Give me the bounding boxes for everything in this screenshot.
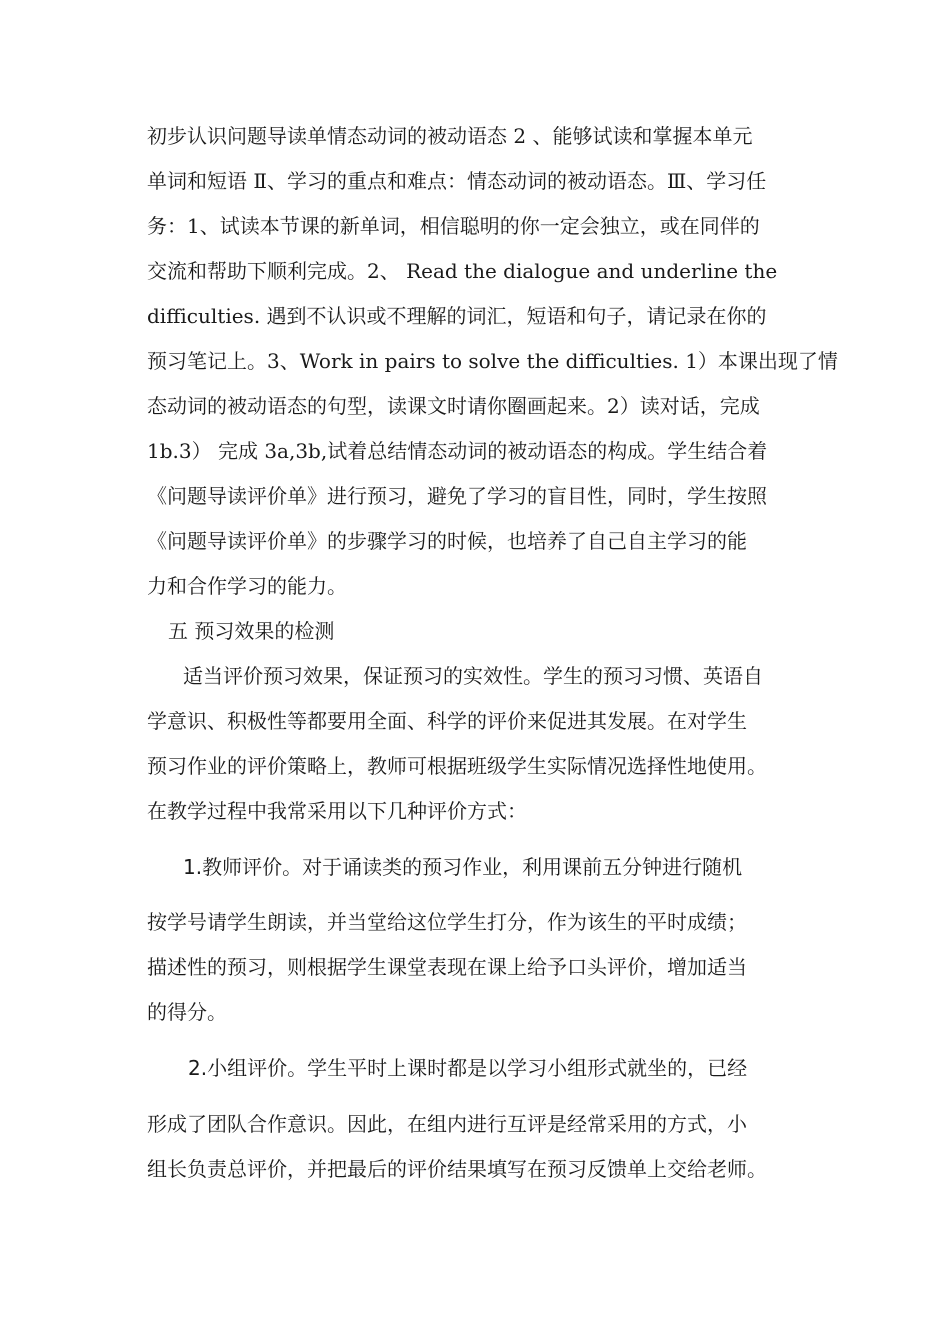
paragraph-line: 1b.3） 完成 3a,3b,试着总结情态动词的被动语态的构成。学生结合着	[147, 439, 768, 463]
paragraph-line: 适当评价预习效果，保证预习的实效性。学生的预习习惯、英语自	[183, 664, 763, 688]
paragraph-line: 描述性的预习，则根据学生课堂表现在课上给予口头评价，增加适当	[147, 955, 747, 979]
section-heading: 五 预习效果的检测	[168, 619, 335, 643]
paragraph-line: 力和合作学习的能力。	[147, 574, 347, 598]
list-item-line: 2.小组评价。学生平时上课时都是以学习小组形式就坐的，已经	[188, 1056, 748, 1080]
paragraph-line: 单词和短语 Ⅱ、学习的重点和难点：情态动词的被动语态。Ⅲ、学习任	[147, 169, 767, 193]
paragraph-line: 预习作业的评价策略上，教师可根据班级学生实际情况选择性地使用。	[147, 754, 767, 778]
paragraph-line: 在教学过程中我常采用以下几种评价方式：	[147, 799, 527, 823]
paragraph-line: 交流和帮助下顺利完成。2、 Read the dialogue and underline the	[147, 259, 778, 283]
paragraph-line: 的得分。	[147, 1000, 227, 1024]
paragraph-line: difficulties. 遇到不认识或不理解的词汇，短语和句子，请记录在你的	[147, 304, 767, 328]
paragraph-line: 《问题导读评价单》的步骤学习的时候，也培养了自己自主学习的能	[147, 529, 747, 553]
paragraph-line: 组长负责总评价，并把最后的评价结果填写在预习反馈单上交给老师。	[147, 1157, 767, 1181]
paragraph-line: 《问题导读评价单》进行预习，避免了学习的盲目性，同时，学生按照	[147, 484, 767, 508]
paragraph-line: 务：1、试读本节课的新单词，相信聪明的你一定会独立，或在同伴的	[147, 214, 760, 238]
paragraph-line: 态动词的被动语态的句型，读课文时请你圈画起来。2）读对话，完成	[147, 394, 760, 418]
paragraph-line: 形成了团队合作意识。因此，在组内进行互评是经常采用的方式，小	[147, 1112, 747, 1136]
paragraph-line: 按学号请学生朗读，并当堂给这位学生打分，作为该生的平时成绩；	[147, 910, 747, 934]
list-item-line: 1.教师评价。对于诵读类的预习作业，利用课前五分钟进行随机	[183, 855, 743, 879]
paragraph-line: 初步认识问题导读单情态动词的被动语态 2 、能够试读和掌握本单元	[147, 124, 753, 148]
paragraph-line: 预习笔记上。3、Work in pairs to solve the difficulties. 1）本课出现了情	[147, 349, 838, 373]
paragraph-line: 学意识、积极性等都要用全面、科学的评价来促进其发展。在对学生	[147, 709, 747, 733]
